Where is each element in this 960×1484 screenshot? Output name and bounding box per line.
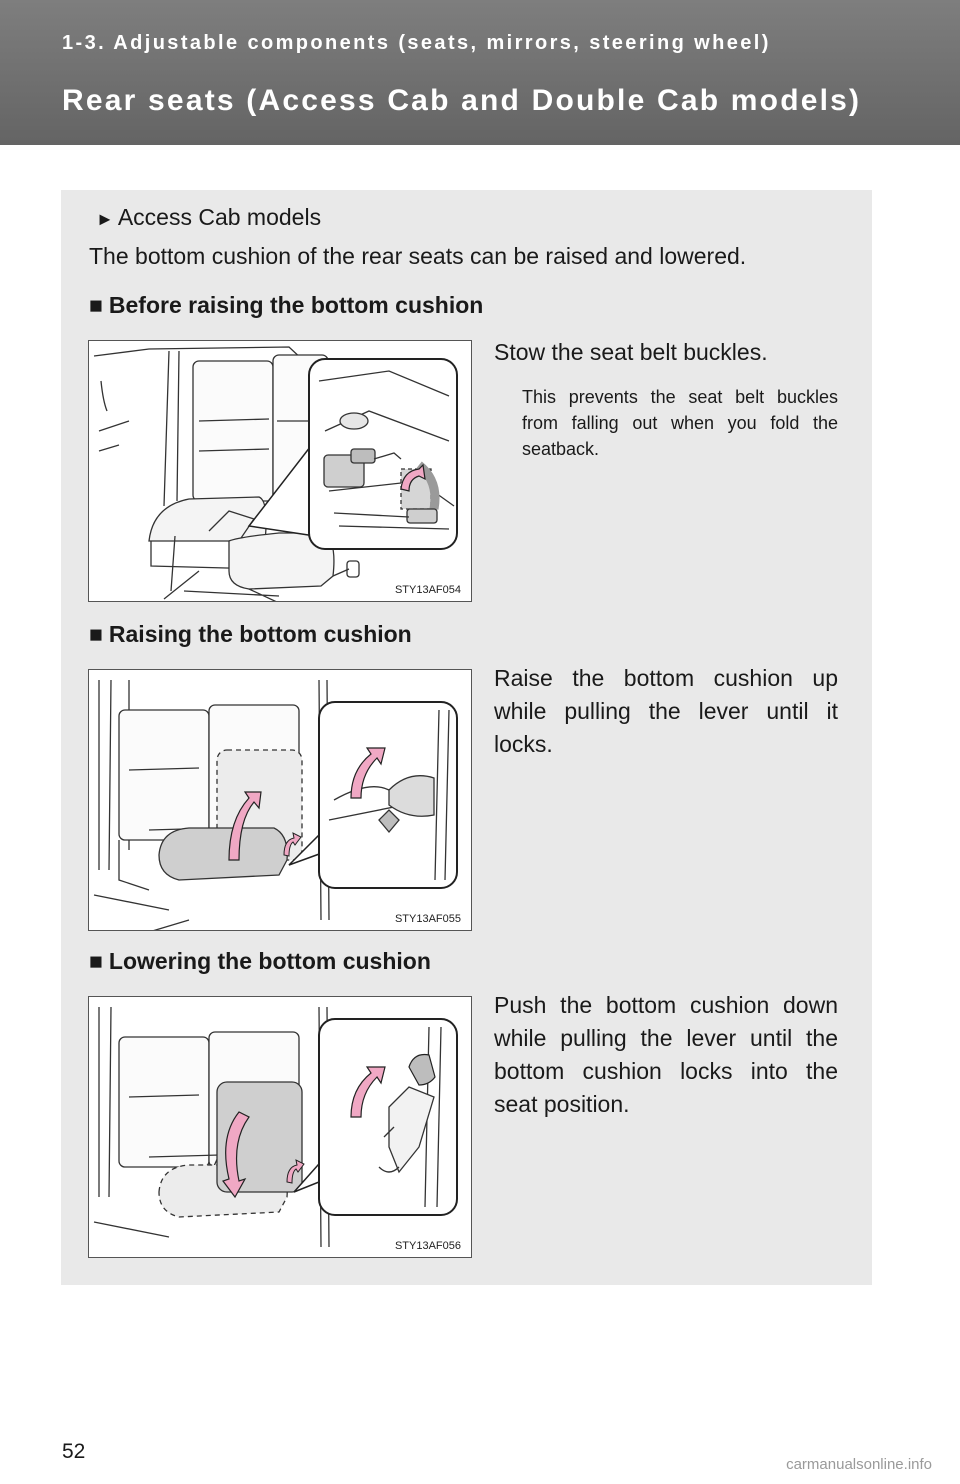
section-heading-text: Lowering the bottom cushion bbox=[108, 948, 431, 974]
instruction-raising: Raise the bottom cushion up while pulling the lever until it locks. bbox=[494, 665, 838, 757]
section-heading-text: Before raising the bottom cushion bbox=[108, 292, 484, 318]
section-heading-text: Raising the bottom cushion bbox=[108, 621, 412, 647]
bullet-square-icon: ■ bbox=[89, 292, 103, 318]
bullet-square-icon: ■ bbox=[89, 948, 103, 974]
instruction-lowering: Push the bottom cushion down while pulling the lever until the bottom cushion locks into the seat position. bbox=[494, 992, 838, 1117]
raising-cushion-illustration bbox=[89, 670, 472, 931]
section-label: 1-3. Adjustable components (seats, mirrors, steering wheel) bbox=[62, 32, 771, 54]
page-number: 52 bbox=[62, 1440, 86, 1463]
figure-raising-cushion bbox=[88, 669, 472, 931]
intro-text: The bottom cushion of the rear seats can be raised and lowered. bbox=[89, 243, 747, 269]
instruction-stow-buckles: Stow the seat belt buckles. bbox=[494, 339, 768, 365]
section-heading-before-raising bbox=[89, 292, 483, 319]
model-label-text: Access Cab models bbox=[117, 204, 322, 230]
figure-code: STY13AF054 bbox=[394, 584, 461, 596]
page-title: Rear seats (Access Cab and Double Cab models) bbox=[62, 84, 862, 117]
figure-stow-buckles bbox=[88, 340, 472, 602]
figure-lowering-cushion bbox=[88, 996, 472, 1258]
rear-seat-illustration bbox=[89, 341, 472, 602]
triangle-right-icon: ► bbox=[96, 209, 114, 229]
note-stow-buckles: This prevents the seat belt buckles from falling out when you fold the seatback. bbox=[522, 387, 838, 459]
model-label bbox=[96, 204, 321, 231]
section-heading-raising bbox=[89, 621, 412, 648]
figure-code: STY13AF055 bbox=[394, 913, 461, 925]
section-heading-lowering bbox=[89, 948, 431, 975]
page-header bbox=[0, 0, 960, 145]
lowering-cushion-illustration bbox=[89, 997, 472, 1258]
figure-code: STY13AF056 bbox=[394, 1240, 461, 1252]
watermark: carmanualsonline.info bbox=[786, 1456, 932, 1473]
bullet-square-icon: ■ bbox=[89, 621, 103, 647]
